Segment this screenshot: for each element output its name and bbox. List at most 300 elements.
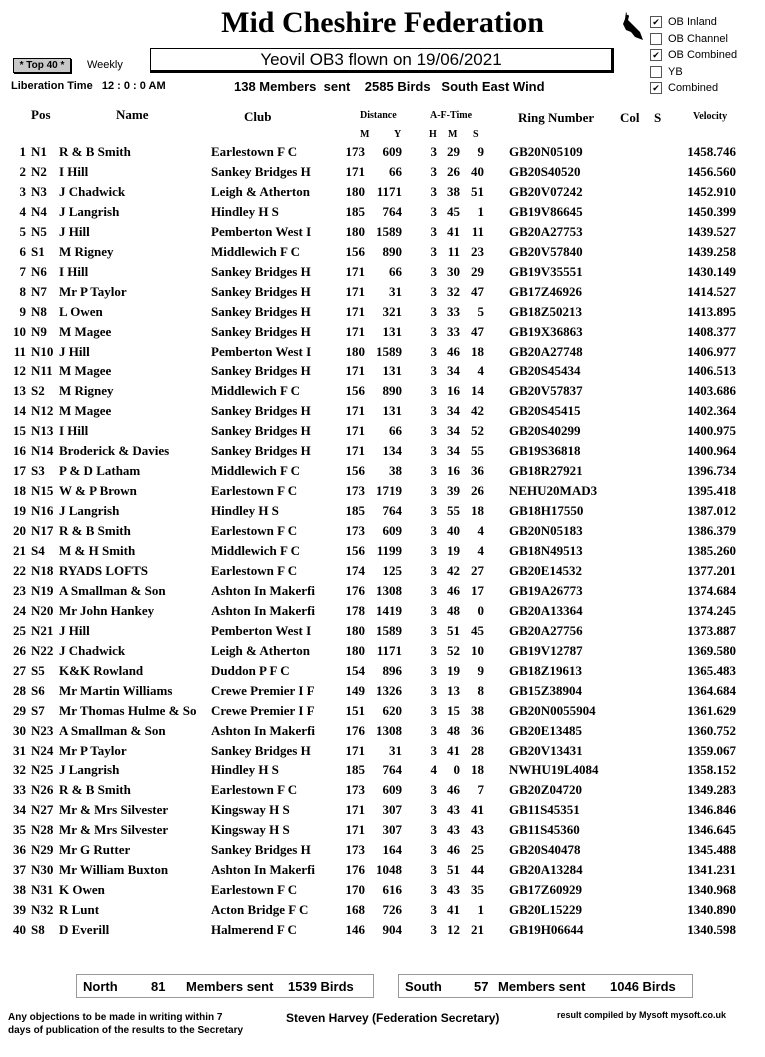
cell-seconds: 52 (471, 423, 484, 439)
cell-section-pos: N19 (31, 582, 54, 598)
cell-miles: 180 (345, 183, 365, 199)
cell-miles: 168 (345, 902, 365, 918)
cell-ring-number: GB20E14532 (509, 562, 582, 578)
cell-yards: 609 (382, 523, 402, 539)
cell-section-pos: N25 (31, 762, 54, 778)
cell-club: Crewe Premier I F (211, 682, 315, 698)
table-row (0, 922, 765, 942)
option-ob-inland[interactable] (650, 14, 737, 31)
cell-ring-number: GB20A13284 (509, 862, 583, 878)
cell-seconds: 55 (471, 443, 484, 459)
header-aftime: A-F-Time (430, 110, 473, 121)
header-pos: Pos (31, 107, 51, 122)
cell-seconds: 18 (471, 762, 484, 778)
cell-yards: 131 (382, 363, 402, 379)
cell-pos: 39 (13, 902, 26, 918)
cell-seconds: 36 (471, 722, 484, 738)
cell-miles: 171 (345, 443, 365, 459)
cell-miles: 178 (345, 602, 365, 618)
cell-ring-number: GB20A27753 (509, 223, 583, 239)
cell-pos: 20 (13, 523, 26, 539)
cell-name: Mr P Taylor (59, 283, 127, 299)
cell-velocity: 1359.067 (687, 742, 736, 758)
cell-hours: 3 (430, 503, 437, 519)
cell-club: Sankey Bridges H (211, 423, 311, 439)
cell-ring-number: GB19V12787 (509, 642, 583, 658)
cell-club: Ashton In Makerfi (211, 582, 316, 598)
liberation-time (11, 80, 166, 92)
cell-name: Broderick & Davies (59, 443, 170, 459)
cell-miles: 171 (345, 283, 365, 299)
cell-hours: 3 (430, 523, 437, 539)
cell-ring-number: GB19V35551 (509, 263, 583, 279)
cell-minutes: 48 (447, 602, 460, 618)
cell-name: I Hill (59, 423, 89, 439)
cell-pos: 12 (13, 363, 26, 379)
cell-yards: 1048 (376, 862, 402, 878)
cell-club: Sankey Bridges H (211, 742, 311, 758)
cell-pos: 18 (13, 483, 26, 499)
cell-seconds: 44 (471, 862, 484, 878)
cell-ring-number: GB15Z38904 (509, 682, 582, 698)
cell-miles: 173 (345, 483, 365, 499)
cell-yards: 890 (382, 383, 402, 399)
header-yards: Y (394, 129, 402, 140)
cell-ring-number: GB20N05109 (509, 144, 583, 159)
cell-pos: 32 (13, 762, 26, 778)
cell-velocity: 1373.887 (687, 622, 736, 638)
cell-hours: 3 (430, 782, 437, 798)
cell-miles: 156 (345, 383, 365, 399)
cell-hours: 4 (430, 762, 437, 778)
ob-inland-checkbox[interactable]: ✔ (650, 16, 662, 28)
race-summary (234, 79, 545, 94)
cell-minutes: 43 (447, 802, 460, 818)
cell-ring-number: GB20V57837 (509, 383, 583, 399)
table-row (0, 723, 765, 743)
cell-minutes: 42 (447, 562, 460, 578)
cell-section-pos: N26 (31, 782, 54, 798)
cell-velocity: 1430.149 (687, 263, 736, 279)
cell-miles: 156 (345, 543, 365, 558)
cell-miles: 156 (345, 243, 365, 259)
cell-minutes: 34 (447, 363, 460, 379)
cell-miles: 185 (345, 762, 365, 778)
cell-club: Pemberton West I (211, 343, 312, 359)
cell-section-pos: N3 (31, 183, 47, 199)
option-combined[interactable] (650, 80, 737, 97)
cell-minutes: 38 (447, 183, 460, 199)
cell-section-pos: N29 (31, 842, 54, 858)
cell-pos: 33 (13, 782, 26, 798)
cell-yards: 1589 (376, 622, 402, 638)
cell-minutes: 34 (447, 443, 460, 459)
cell-miles: 180 (345, 642, 365, 658)
cell-name: Mr Martin Williams (59, 682, 173, 698)
table-row (0, 902, 765, 922)
cell-yards: 125 (382, 562, 402, 578)
cell-miles: 154 (345, 662, 365, 678)
cell-minutes: 15 (447, 702, 460, 718)
option-label: Combined (668, 82, 719, 95)
cell-minutes: 46 (447, 782, 460, 798)
ob-channel-checkbox[interactable] (650, 33, 662, 45)
cell-minutes: 26 (447, 163, 460, 179)
cell-name: Mr P Taylor (59, 742, 127, 758)
cell-yards: 31 (389, 283, 402, 299)
cell-pos: 35 (13, 822, 26, 838)
cell-pos: 9 (19, 303, 26, 319)
table-row (0, 882, 765, 902)
cell-yards: 134 (382, 443, 402, 459)
cell-hours: 3 (430, 562, 437, 578)
table-row (0, 463, 765, 483)
cell-section-pos: S1 (31, 243, 45, 259)
cell-velocity: 1346.846 (687, 802, 736, 818)
cell-name: I Hill (59, 263, 89, 279)
cell-ring-number: GB19H06644 (509, 922, 584, 938)
cell-section-pos: N31 (31, 882, 54, 898)
cell-minutes: 51 (447, 622, 460, 638)
cell-pos: 27 (13, 662, 26, 678)
liberation-label: Liberation Time (11, 80, 93, 92)
cell-velocity: 1408.377 (687, 323, 736, 339)
cell-hours: 3 (430, 682, 437, 698)
table-row (0, 244, 765, 264)
cell-minutes: 46 (447, 842, 460, 858)
table-row (0, 423, 765, 443)
cell-seconds: 0 (477, 602, 484, 618)
cell-club: Earlestown F C (211, 782, 298, 798)
cell-seconds: 29 (471, 263, 484, 279)
cell-velocity: 1340.968 (687, 882, 736, 898)
cell-pos: 29 (13, 702, 26, 718)
secretary-name: Steven Harvey (Federation Secretary) (286, 1011, 500, 1025)
south-label: South (405, 979, 442, 994)
cell-miles: 149 (345, 682, 365, 698)
cell-velocity: 1377.201 (687, 562, 736, 578)
cell-name: W & P Brown (59, 483, 137, 499)
cell-name: M Magee (59, 323, 112, 339)
cell-club: Sankey Bridges H (211, 443, 311, 459)
cell-hours: 3 (430, 742, 437, 758)
north-members-label: Members sent (186, 979, 274, 994)
cell-velocity: 1346.645 (687, 822, 736, 838)
cell-name: Mr John Hankey (59, 602, 155, 618)
yb-checkbox[interactable] (650, 66, 662, 78)
cell-minutes: 46 (447, 582, 460, 598)
cell-seconds: 4 (477, 363, 484, 379)
cell-section-pos: N2 (31, 163, 47, 179)
table-row (0, 643, 765, 663)
cell-minutes: 30 (447, 263, 460, 279)
cell-club: Hindley H S (211, 503, 279, 519)
cell-club: Middlewich F C (211, 383, 301, 399)
table-row (0, 563, 765, 583)
cell-ring-number: GB20S40299 (509, 423, 581, 439)
cell-section-pos: N11 (31, 363, 53, 379)
cell-pos: 28 (13, 682, 26, 698)
option-yb[interactable] (650, 64, 737, 81)
cell-section-pos: N12 (31, 403, 54, 419)
cell-pos: 23 (13, 582, 26, 598)
cell-velocity: 1450.399 (687, 203, 736, 219)
cell-pos: 34 (13, 802, 26, 818)
cell-minutes: 41 (447, 742, 460, 758)
option-label: OB Inland (668, 16, 717, 29)
cell-pos: 30 (13, 722, 26, 738)
header-seconds: S (473, 129, 479, 140)
cell-section-pos: N8 (31, 303, 47, 319)
cell-minutes: 33 (447, 303, 460, 319)
cell-yards: 616 (382, 882, 402, 898)
cell-seconds: 18 (471, 503, 484, 519)
cell-name: D Everill (59, 922, 110, 938)
cell-yards: 1326 (376, 682, 402, 698)
cell-club: Leigh & Atherton (211, 642, 310, 658)
cell-section-pos: S3 (31, 463, 45, 479)
combined-checkbox[interactable]: ✔ (650, 82, 662, 94)
cell-pos: 11 (13, 343, 26, 359)
cell-hours: 3 (430, 443, 437, 459)
cell-miles: 171 (345, 822, 365, 838)
cell-miles: 176 (345, 722, 365, 738)
cell-hours: 3 (430, 183, 437, 199)
cell-pos: 40 (13, 922, 26, 938)
header-hours: H (429, 129, 437, 140)
cell-hours: 3 (430, 383, 437, 399)
ob-combined-checkbox[interactable]: ✔ (650, 49, 662, 61)
cell-name: M Magee (59, 403, 112, 419)
cell-minutes: 13 (447, 682, 460, 698)
cell-pos: 5 (19, 223, 26, 239)
cell-velocity: 1340.598 (687, 922, 736, 938)
cell-name: K Owen (59, 882, 105, 898)
cell-miles: 171 (345, 363, 365, 379)
cell-miles: 171 (345, 742, 365, 758)
cell-name: Mr William Buxton (59, 862, 169, 878)
cell-section-pos: S7 (31, 702, 45, 718)
table-row (0, 623, 765, 643)
header-ring: Ring Number (518, 110, 595, 125)
cell-seconds: 14 (471, 383, 484, 399)
cell-velocity: 1402.364 (687, 403, 736, 419)
cell-seconds: 25 (471, 842, 484, 858)
cell-yards: 1419 (376, 602, 402, 618)
cell-section-pos: N22 (31, 642, 54, 658)
cell-miles: 173 (345, 523, 365, 539)
cell-yards: 609 (382, 782, 402, 798)
cell-section-pos: N17 (31, 523, 54, 539)
cell-yards: 131 (382, 323, 402, 339)
table-row (0, 683, 765, 703)
cell-club: Kingsway H S (211, 822, 290, 838)
cell-velocity: 1360.752 (687, 722, 736, 738)
cell-pos: 16 (13, 443, 26, 459)
table-row (0, 782, 765, 802)
compiled-by: result compiled by Mysoft mysoft.co.uk (557, 1010, 727, 1020)
cell-name: K&K Rowland (59, 662, 144, 678)
south-birds: 1046 Birds (610, 979, 676, 994)
cell-hours: 3 (430, 223, 437, 239)
cell-club: Pemberton West I (211, 622, 312, 638)
cell-club: Earlestown F C (211, 144, 298, 159)
objections-note (8, 1011, 243, 1037)
cell-minutes: 16 (447, 383, 460, 399)
cell-velocity: 1340.890 (687, 902, 736, 918)
cell-seconds: 9 (477, 662, 484, 678)
cell-hours: 3 (430, 602, 437, 618)
cell-hours: 3 (430, 582, 437, 598)
cell-club: Sankey Bridges H (211, 363, 311, 379)
cell-name: J Hill (59, 343, 90, 359)
cell-ring-number: GB20A27756 (509, 622, 583, 638)
cell-ring-number: GB20N05183 (509, 523, 583, 539)
table-row (0, 324, 765, 344)
cell-name: M Rigney (59, 243, 114, 259)
cell-seconds: 36 (471, 463, 484, 479)
table-row (0, 224, 765, 244)
cell-hours: 3 (430, 543, 437, 558)
cell-pos: 37 (13, 862, 26, 878)
cell-velocity: 1364.684 (687, 682, 736, 698)
cell-yards: 1199 (376, 543, 402, 558)
cell-hours: 3 (430, 423, 437, 439)
cell-section-pos: N7 (31, 283, 47, 299)
cell-hours: 3 (430, 722, 437, 738)
cell-minutes: 45 (447, 203, 460, 219)
south-members: 57 (474, 979, 489, 994)
cell-yards: 1171 (376, 642, 402, 658)
cell-velocity: 1341.231 (687, 862, 736, 878)
cell-hours: 3 (430, 403, 437, 419)
cell-velocity: 1365.483 (687, 662, 736, 678)
liberation-value: 12 : 0 : 0 AM (101, 80, 166, 92)
cell-ring-number: GB17Z46926 (509, 283, 582, 299)
option-label: YB (668, 65, 683, 78)
cell-pos: 6 (19, 243, 26, 259)
cell-section-pos: N28 (31, 822, 54, 838)
table-row (0, 543, 765, 563)
header-s: S (654, 110, 662, 125)
pigeon-icon (620, 10, 644, 42)
cell-seconds: 38 (471, 702, 484, 718)
cell-name: RYADS LOFTS (59, 562, 149, 578)
table-row (0, 144, 765, 164)
cell-section-pos: N10 (31, 343, 54, 359)
cell-velocity: 1385.260 (687, 543, 736, 558)
table-row (0, 743, 765, 763)
option-ob-combined[interactable] (650, 47, 737, 64)
cell-ring-number: GB18N49513 (509, 543, 583, 558)
cell-yards: 726 (382, 902, 402, 918)
cell-hours: 3 (430, 323, 437, 339)
cell-club: Kingsway H S (211, 802, 290, 818)
cell-club: Sankey Bridges H (211, 323, 311, 339)
cell-pos: 4 (19, 203, 26, 219)
cell-hours: 3 (430, 263, 437, 279)
cell-minutes: 16 (447, 463, 460, 479)
cell-minutes: 41 (447, 223, 460, 239)
cell-yards: 307 (382, 802, 402, 818)
cell-hours: 3 (430, 203, 437, 219)
cell-section-pos: S8 (31, 922, 45, 938)
cell-yards: 764 (382, 203, 402, 219)
cell-velocity: 1458.746 (687, 144, 736, 159)
cell-miles: 170 (345, 882, 365, 898)
cell-yards: 1171 (376, 183, 402, 199)
cell-name: R & B Smith (59, 523, 131, 539)
cell-name: Mr & Mrs Silvester (59, 822, 169, 838)
options-panel (650, 14, 737, 97)
header-miles: M (360, 129, 370, 140)
cell-yards: 321 (382, 303, 402, 319)
cell-yards: 609 (382, 144, 402, 159)
cell-miles: 176 (345, 582, 365, 598)
option-label: OB Combined (668, 49, 738, 62)
cell-ring-number: GB17Z60929 (509, 882, 582, 898)
cell-ring-number: GB20S45434 (509, 363, 581, 379)
cell-seconds: 47 (471, 323, 484, 339)
cell-velocity: 1386.379 (687, 523, 736, 539)
top40-button[interactable]: * Top 40 * (13, 58, 71, 73)
cell-velocity: 1452.910 (687, 183, 736, 199)
cell-velocity: 1406.513 (687, 363, 736, 379)
table-row (0, 822, 765, 842)
cell-hours: 3 (430, 463, 437, 479)
cell-minutes: 19 (447, 543, 460, 558)
cell-ring-number: GB20A13364 (509, 602, 583, 618)
option-ob-channel[interactable] (650, 31, 737, 48)
cell-hours: 3 (430, 363, 437, 379)
cell-section-pos: N21 (31, 622, 54, 638)
cell-minutes: 46 (447, 343, 460, 359)
birds-sent: 2585 Birds (364, 79, 431, 94)
cell-section-pos: N16 (31, 503, 54, 519)
cell-section-pos: S2 (31, 383, 45, 399)
cell-minutes: 33 (447, 323, 460, 339)
cell-pos: 26 (13, 642, 26, 658)
cell-club: Earlestown F C (211, 483, 298, 499)
cell-seconds: 23 (471, 243, 484, 259)
cell-miles: 151 (345, 702, 365, 718)
north-members: 81 (151, 979, 166, 994)
cell-club: Sankey Bridges H (211, 303, 311, 319)
cell-seconds: 7 (477, 782, 484, 798)
cell-seconds: 21 (471, 922, 484, 938)
cell-section-pos: N32 (31, 902, 54, 918)
cell-club: Sankey Bridges H (211, 283, 311, 299)
cell-name: M Rigney (59, 383, 114, 399)
cell-pos: 31 (13, 742, 26, 758)
cell-name: L Owen (59, 303, 103, 319)
header-distance: Distance (360, 110, 397, 121)
cell-seconds: 40 (471, 163, 484, 179)
cell-minutes: 41 (447, 902, 460, 918)
cell-velocity: 1439.527 (687, 223, 736, 239)
cell-minutes: 11 (447, 243, 460, 259)
cell-name: J Langrish (59, 762, 120, 778)
cell-velocity: 1439.258 (687, 243, 736, 259)
cell-pos: 10 (13, 323, 26, 339)
table-row (0, 383, 765, 403)
table-row (0, 842, 765, 862)
cell-pos: 19 (13, 503, 26, 519)
cell-name: A Smallman & Son (59, 582, 166, 598)
cell-club: Sankey Bridges H (211, 403, 311, 419)
cell-minutes: 52 (447, 642, 460, 658)
cell-name: P & D Latham (59, 463, 141, 479)
